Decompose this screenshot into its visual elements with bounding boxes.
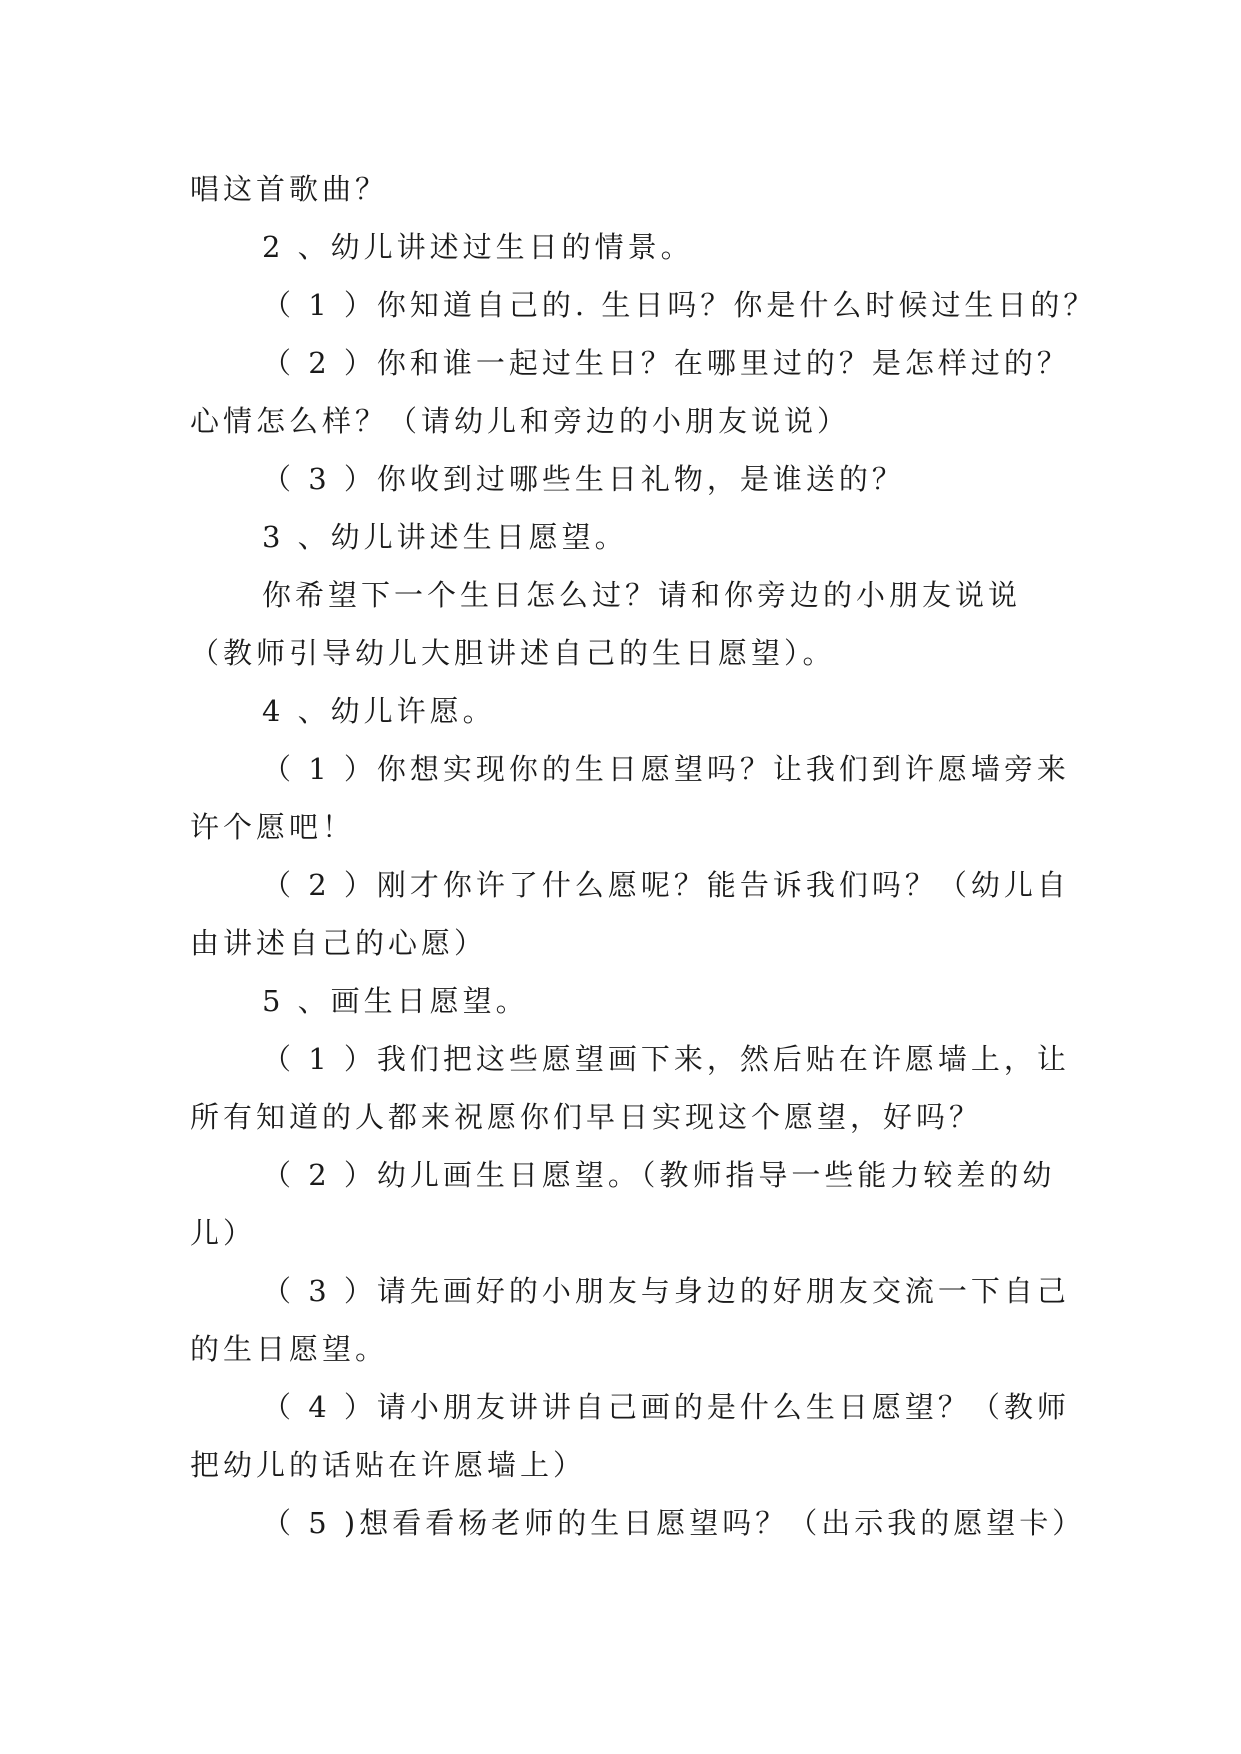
text-line: 4 、幼儿许愿。 [262,694,496,728]
text-line: 3 、幼儿讲述生日愿望。 [262,520,628,554]
text-line: （ 3 ）请先画好的小朋友与身边的好朋友交流一下自己 [262,1274,1070,1308]
text-line: 把幼儿的话贴在许愿墙上） [190,1448,587,1482]
text-line: 5 、画生日愿望。 [262,984,529,1018]
text-line: （教师引导幼儿大胆讲述自己的生日愿望）。 [190,636,836,670]
text-line: （ 1 ）你想实现你的生日愿望吗？让我们到许愿墙旁来 [262,752,1070,786]
text-line: 儿） [190,1216,257,1250]
text-line: （ 2 ）幼儿画生日愿望。（教师指导一些能力较差的幼 [262,1158,1056,1192]
text-line: 由讲述自己的心愿） [190,926,488,960]
text-line: 唱这首歌曲？ [190,172,389,206]
text-line: （ 2 ）刚才你许了什么愿呢？能告诉我们吗？（幼儿自 [262,868,1070,902]
text-line: 许个愿吧！ [190,810,356,844]
text-line: （ 1 ）我们把这些愿望画下来，然后贴在许愿墙上，让 [262,1042,1070,1076]
text-line: 2 、幼儿讲述过生日的情景。 [262,230,694,264]
text-line: 心情怎么样？（请幼儿和旁边的小朋友说说） [190,404,851,438]
text-line: （ 1 ）你知道自己的. 生日吗？你是什么时候过生日的？ [262,288,1097,322]
text-line: （ 4 ）请小朋友讲讲自己画的是什么生日愿望？（教师 [262,1390,1070,1424]
text-line: 的生日愿望。 [190,1332,389,1366]
document-body [190,160,1097,1552]
text-line: （ 2 ）你和谁一起过生日？在哪里过的？是怎样过的？ [262,346,1070,380]
text-line: （ 3 ）你收到过哪些生日礼物，是谁送的？ [262,462,905,496]
text-line: （ 5 )想看看杨老师的生日愿望吗？（出示我的愿望卡） [262,1506,1086,1540]
text-line: 所有知道的人都来祝愿你们早日实现这个愿望，好吗？ [190,1100,983,1134]
text-line: 你希望下一个生日怎么过？请和你旁边的小朋友说说 [262,578,1022,612]
